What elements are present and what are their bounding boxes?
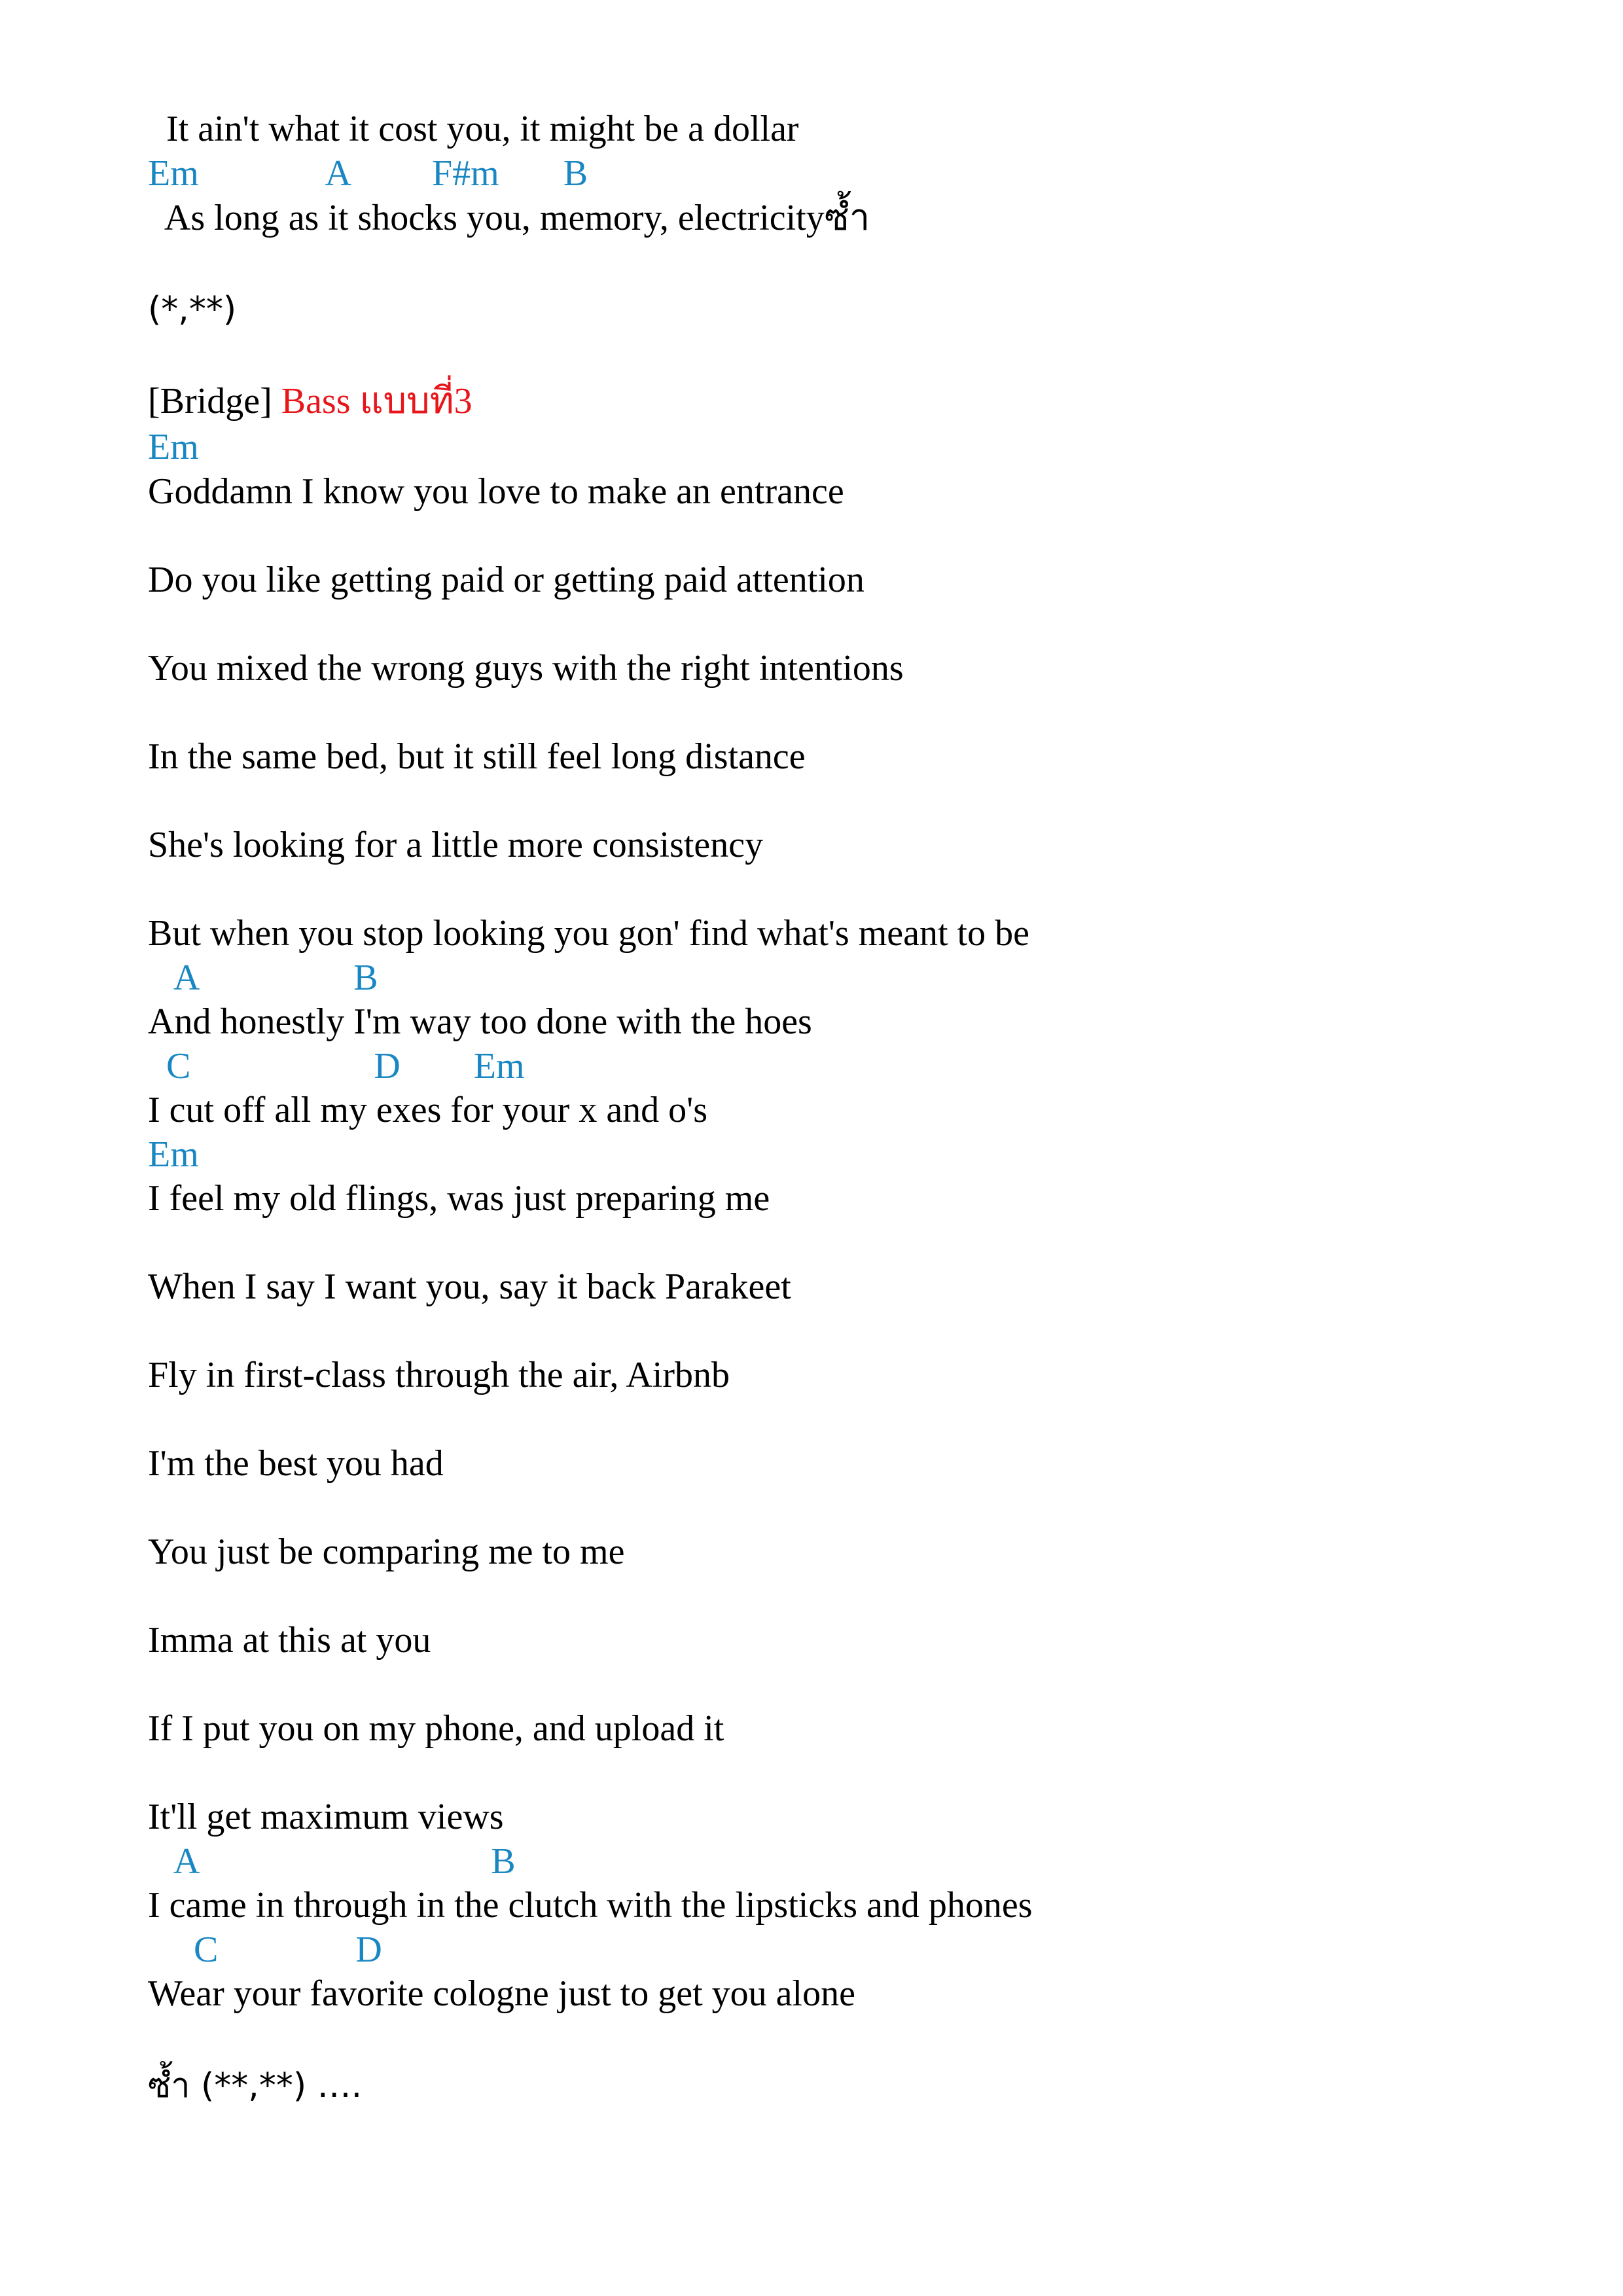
chord-line: C D Em <box>148 1046 525 1086</box>
lyric-line: I cut off all my exes for your x and o's <box>148 1090 708 1130</box>
lyric-line: When I say I want you, say it back Parakeet <box>148 1266 791 1307</box>
chord-line: Em A F#m B <box>148 153 588 194</box>
section-label: [Bridge] <box>148 381 281 422</box>
repeat-marker: ซ้ำ (**,**) …. <box>148 2066 363 2106</box>
lyric-line: It'll get maximum views <box>148 1797 504 1837</box>
lyric-line: I feel my old flings, was just preparing me <box>148 1178 770 1219</box>
chord-line: Em <box>148 427 199 467</box>
lyric-line: I came in through in the clutch with the lipsticks and phones <box>148 1885 1033 1926</box>
chord-line: C D <box>148 1929 382 1970</box>
lyric-line: Imma at this at you <box>148 1620 431 1660</box>
chord-line: Em <box>148 1134 199 1175</box>
lyric-line: She's looking for a little more consistency <box>148 825 764 865</box>
lyric-line: I'm the best you had <box>148 1443 444 1484</box>
lyric-line: Do you like getting paid or getting paid attention <box>148 560 865 600</box>
lyric-line: You just be comparing me to me <box>148 1532 625 1572</box>
lyric-line: Goddamn I know you love to make an entrance <box>148 471 844 512</box>
lyric-line: And honestly I'm way too done with the hoes <box>148 1001 812 1042</box>
lyric-line: If I put you on my phone, and upload it <box>148 1708 724 1749</box>
repeat-marker: (*,**) <box>148 290 237 329</box>
lyric-line: Wear your favorite cologne just to get you alone <box>148 1973 855 2014</box>
lyric-line: You mixed the wrong guys with the right intentions <box>148 648 904 689</box>
lyric-line: Fly in first-class through the air, Airbnb <box>148 1355 730 1395</box>
lyric-line: As long as it shocks you, memory, electricityซ้ำ <box>148 198 870 238</box>
lyric-line: In the same bed, but it still feel long distance <box>148 736 806 777</box>
chord-line: A B <box>148 958 378 998</box>
section-heading <box>148 380 473 423</box>
chord-line: A B <box>148 1841 516 1882</box>
lyric-line: It ain't what it cost you, it might be a dollar <box>148 109 799 149</box>
lyric-line: But when you stop looking you gon' find what's meant to be <box>148 913 1029 954</box>
bass-note: Bass แบบที่3 <box>281 381 473 422</box>
